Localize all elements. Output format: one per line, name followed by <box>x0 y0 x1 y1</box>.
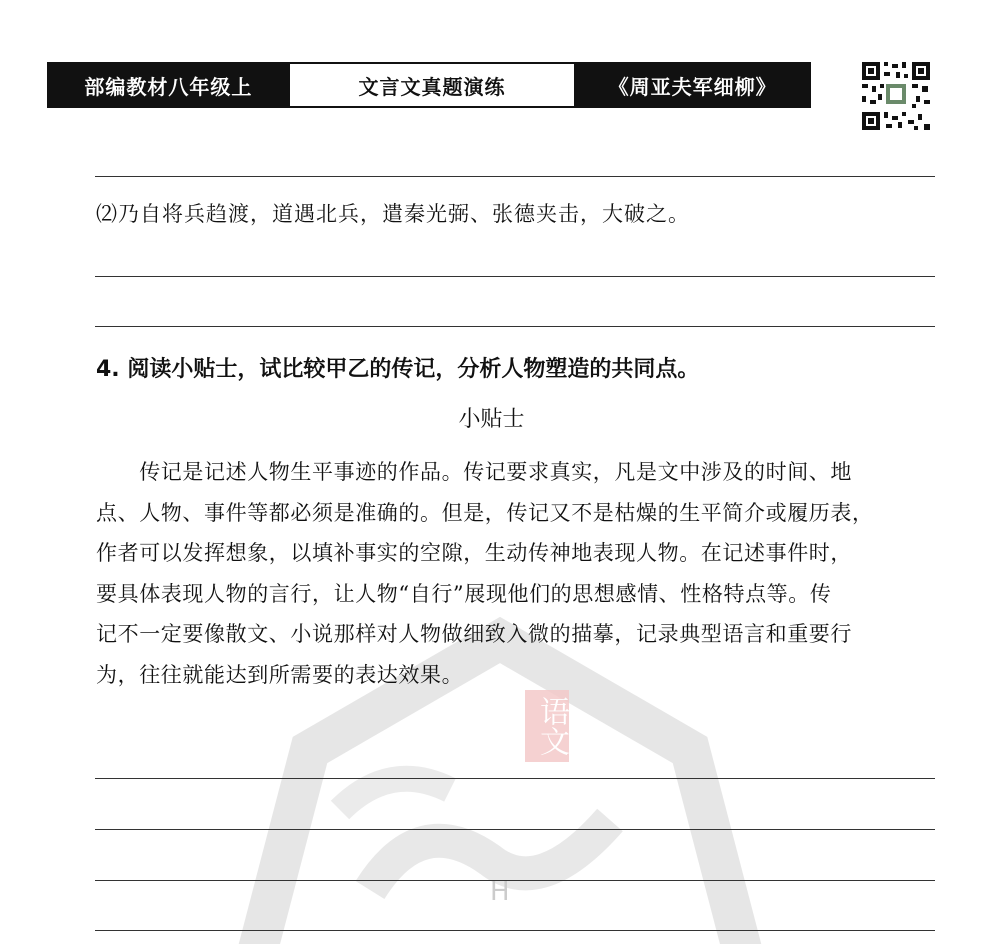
divider-line <box>95 176 935 177</box>
tip-line: 为，往往就能达到所需要的表达效果。 <box>96 662 464 687</box>
tip-line: 要具体表现人物的言行，让人物“自行”展现他们的思想感情、性格特点等。传 <box>96 581 832 606</box>
tip-line: 作者可以发挥想象，以填补事实的空隙，生动传神地表现人物。在记述事件时， <box>96 541 852 565</box>
watermark-seal: 语文 <box>525 690 569 762</box>
header-bar <box>47 62 811 108</box>
header-grade: 部编教材八年级上 <box>49 64 288 106</box>
answer-line[interactable] <box>95 930 935 931</box>
watermark-letter: H <box>490 877 510 907</box>
question-4-text: 4. 阅读小贴士，试比较甲乙的传记，分析人物塑造的共同点。 <box>96 357 700 382</box>
tip-title: 小贴士 <box>458 407 525 432</box>
tip-line: 传记是记述人物生平事迹的作品。传记要求真实，凡是文中涉及的时间、地 <box>96 460 852 484</box>
answer-line[interactable] <box>95 880 935 881</box>
answer-line[interactable] <box>95 829 935 830</box>
answer-line[interactable] <box>95 276 935 277</box>
answer-line[interactable] <box>95 778 935 779</box>
tip-line: 记不一定要像散文、小说那样对人物做细致入微的描摹，记录典型语言和重要行 <box>96 622 852 646</box>
qr-code-icon <box>860 60 932 132</box>
header-lesson: 《周亚夫军细柳》 <box>576 64 809 106</box>
answer-line[interactable] <box>95 326 935 327</box>
question-2-text: ⑵乃自将兵趋渡，道遇北兵，遣秦光弼、张德夹击，大破之。 <box>96 202 690 226</box>
tip-line: 点、人物、事件等都必须是准确的。但是，传记又不是枯燥的生平简介或履历表， <box>96 500 874 525</box>
header-section: 文言文真题演练 <box>288 64 577 106</box>
tip-paragraph <box>96 452 938 695</box>
